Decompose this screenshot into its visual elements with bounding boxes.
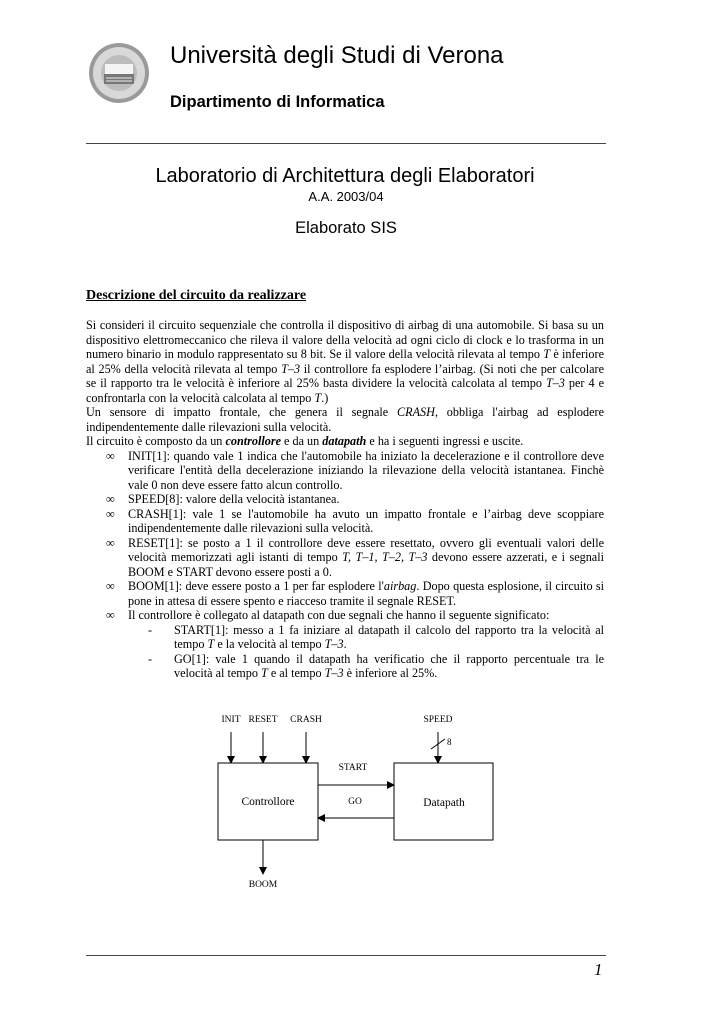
course-title-text: Laboratorio di Architettura degli Elaboratori: [155, 165, 535, 187]
header-divider: [86, 143, 606, 144]
bus-width-label: 8: [447, 737, 452, 747]
text-run: controllore: [225, 434, 281, 448]
text-run: T–3: [281, 361, 301, 376]
input-label-reset: RESET: [248, 715, 278, 725]
text-run: SPEED[8]: valore della velocità istantanea.: [128, 492, 340, 506]
description-body: [86, 318, 604, 681]
text-run: e la velocità al tempo: [214, 637, 325, 651]
datapath-label: Datapath: [423, 797, 465, 809]
paragraph: [86, 405, 604, 434]
university-name: Università degli Studi di Verona: [170, 42, 504, 69]
text-run: è inferiore al 25%.: [343, 666, 438, 680]
list-item: [86, 579, 604, 608]
text-run: .): [321, 390, 329, 405]
text-run: T–3: [545, 376, 565, 390]
text-run: BOOM[1]: deve essere posto a 1 per far esplodere l': [128, 579, 384, 593]
text-run: CRASH: [397, 405, 435, 419]
text-run: T: [260, 666, 268, 680]
text-run: INIT[1]: quando vale 1 indica che l'automobile ha iniziato la decelerazione e il controllore deve verificare l'entità della decelerazione iniziando la rilevazione della velocità istantanea. Finchè vale 0 non deve essere fatto alcun controllo.: [128, 448, 604, 492]
text-run: e ha i seguenti ingressi e uscite.: [366, 434, 524, 448]
controller-label: Controllore: [241, 796, 295, 808]
section-heading: Descrizione del circuito da realizzare: [86, 288, 307, 303]
page-number: 1: [594, 960, 603, 979]
paragraph: [86, 434, 604, 449]
sub-list-item: [86, 652, 604, 681]
text-run: T: [543, 347, 551, 361]
list-item: [86, 536, 604, 580]
list-item: [86, 608, 604, 623]
go-label: GO: [348, 797, 362, 807]
list-item: [86, 449, 604, 493]
text-run: per 4 e confrontarla con la velocità calcolata al tempo: [86, 376, 604, 405]
text-run: CRASH[1]: vale 1 se l'automobile ha avuto un impatto frontale e l’airbag deve scoppiare indipendentemente dalle rilevazioni sulla velocità.: [128, 506, 604, 535]
dash-marker: -: [148, 651, 153, 666]
dash-marker: -: [148, 622, 153, 637]
text-run: devono essere azzerati, e i segnali BOOM e START devono essere posti a 0.: [128, 550, 604, 579]
text-run: e da un: [280, 434, 323, 448]
bullet-marker: ∞: [106, 579, 115, 593]
academic-year: A.A. 2003/04: [308, 189, 384, 204]
text-run: .: [343, 637, 347, 651]
input-label-init: INIT: [221, 715, 241, 725]
text-run: START[1]: messo a 1 fa iniziare al datapath il calcolo del rapporto tra la velocità al tempo: [174, 622, 604, 651]
text-run: T: [207, 637, 215, 651]
text-run: . Dopo questa esplosione, il circuito si pone in attesa di essere spento e riacceso tramite il segnale RESET.: [128, 579, 604, 608]
input-label-crash: CRASH: [290, 715, 322, 725]
course-title: [86, 165, 606, 188]
text-run: T, T–1, T–2, T–3: [342, 550, 428, 564]
department-name: Dipartimento di Informatica: [170, 93, 385, 111]
list-item: [86, 507, 604, 536]
text-run: Il circuito è composto da un: [86, 434, 226, 448]
text-run: Un sensore di impatto frontale, che genera il segnale: [86, 405, 398, 419]
footer-divider: [86, 955, 606, 956]
paragraph: [86, 318, 604, 405]
text-run: datapath: [322, 434, 367, 448]
text-run: T: [314, 390, 322, 405]
text-run: RESET[1]: se posto a 1 il controllore deve essere resettato, ovvero gli eventuali valori delle velocità memorizzati agli istanti di tempo: [128, 535, 604, 564]
assignment-title: Elaborato SIS: [295, 219, 397, 237]
text-run: T–3: [324, 637, 344, 651]
list-item: [86, 492, 604, 507]
bullet-marker: ∞: [106, 535, 115, 550]
output-label-boom: BOOM: [248, 880, 278, 890]
bullet-marker: ∞: [106, 608, 115, 622]
start-label: START: [338, 763, 368, 773]
text-run: Si consideri il circuito sequenziale che controlla il dispositivo di airbag di una automobile. Si basa su un dispositivo elettromeccanico che rileva il valore della velocità ad ogni ciclo di clock e lo trasforma in un numero binario in modulo rappresentato su 8 bit. Se il valore della velocità rilevata al tempo: [86, 318, 604, 361]
text-run: e al tempo: [267, 666, 325, 680]
text-run: T–3: [324, 666, 344, 680]
bullet-marker: ∞: [106, 506, 115, 521]
input-label-speed: SPEED: [423, 715, 453, 725]
sub-list-item: [86, 623, 604, 652]
text-run: , obbliga l'airbag ad esplodere indipendentemente dalle rilevazioni sulla velocità.: [86, 405, 604, 434]
university-seal-logo: [88, 42, 150, 104]
block-diagram: [195, 705, 515, 905]
bullet-marker: ∞: [106, 492, 115, 506]
text-run: Il controllore è collegato al datapath con due segnali che hanno il seguente significato:: [128, 608, 550, 622]
text-run: è inferiore al 25% della velocità rilevata al tempo: [86, 347, 604, 376]
text-run: il controllore fa esplodere l’airbag. (Si noti che per calcolare se il rapporto tra le velocità è inferiore al 25% basta dividere la velocità calcolata al tempo: [86, 361, 604, 390]
bullet-marker: ∞: [106, 448, 115, 463]
text-run: GO[1]: vale 1 quando il datapath ha verificatio che il rapporto percentuale tra le velocità al tempo: [174, 651, 604, 680]
text-run: airbag: [383, 579, 417, 593]
